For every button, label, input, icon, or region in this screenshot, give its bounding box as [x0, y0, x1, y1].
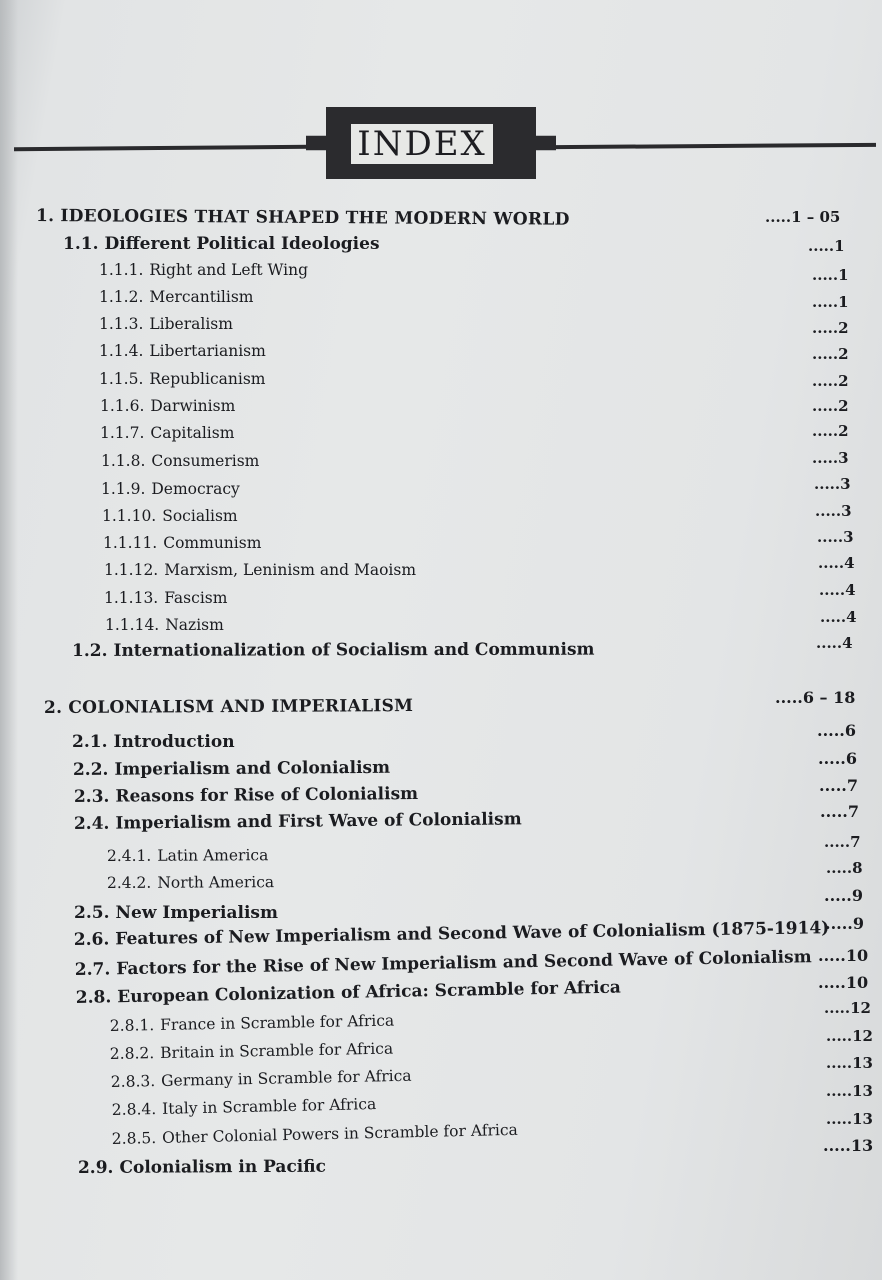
- entry-title: 1.1.12. Marxism, Leninism and Maoism: [104, 561, 417, 579]
- entry-title: 1.1.7. Capitalism: [100, 424, 235, 442]
- entry-title: 1.1. Different Political Ideologies: [63, 234, 380, 254]
- entry-title: 2.8.3. Germany in Scramble for Africa: [110, 1066, 412, 1091]
- entry-title: 1.1.4. Libertarianism: [99, 342, 266, 360]
- entry-page: .....3: [812, 449, 849, 467]
- entry-page: .....3: [817, 528, 854, 546]
- entry-page: .....3: [814, 475, 851, 493]
- entry-title: 2.8.4. Italy in Scramble for Africa: [111, 1095, 377, 1119]
- entry-page: .....4: [819, 581, 856, 599]
- header-rule-left: [14, 145, 310, 152]
- entry-title: 2. COLONIALISM AND IMPERIALISM: [43, 696, 414, 718]
- entry-title: 2.4. Imperialism and First Wave of Colonialism: [73, 809, 522, 834]
- entry-title: 1.1.9. Democracy: [101, 480, 240, 498]
- entry-title: 2.8.1. France in Scramble for Africa: [109, 1011, 395, 1035]
- entry-title: 1.1.2. Mercantilism: [99, 288, 254, 306]
- entry-page: .....9: [824, 886, 863, 905]
- entry-title: 2.4.1. Latin America: [106, 846, 269, 865]
- entry-page: .....13: [823, 1136, 874, 1155]
- entry-page: .....6: [818, 749, 857, 768]
- entry-page: .....8: [826, 859, 863, 877]
- entry-title: 2.2. Imperialism and Colonialism: [72, 757, 391, 780]
- entry-title: 2.8.5. Other Colonial Powers in Scramble for Africa: [111, 1120, 518, 1148]
- index-title: INDEX: [349, 122, 495, 166]
- entry-title: 1.1.1. Right and Left Wing: [99, 261, 309, 279]
- entry-page: .....12: [824, 999, 871, 1017]
- header-rule-right: [556, 143, 876, 149]
- entry-title: 2.8.2. Britain in Scramble for Africa: [109, 1039, 394, 1063]
- entry-page: .....10: [818, 946, 869, 965]
- entry-title: 2.4.2. North America: [106, 873, 275, 892]
- entry-page: .....2: [812, 422, 849, 440]
- entry-page: .....7: [819, 776, 858, 795]
- entry-page: .....13: [826, 1110, 873, 1128]
- entry-page: .....6: [817, 721, 856, 740]
- entry-page: .....1: [812, 266, 849, 284]
- entry-title: 1. IDEOLOGIES THAT SHAPED THE MODERN WORLD: [35, 206, 570, 230]
- entry-title: 2.9. Colonialism in Pacific: [77, 1156, 327, 1178]
- entry-page: .....6 – 18: [775, 688, 856, 707]
- entry-page: .....4: [820, 608, 857, 626]
- entry-title: 2.7. Factors for the Rise of New Imperialism and Second Wave of Colonialism: [74, 947, 812, 980]
- entry-title: 2.5. New Imperialism: [74, 903, 278, 923]
- entry-title: 1.2. Internationalization of Socialism and Communism: [71, 639, 595, 661]
- entry-page: .....13: [826, 1082, 873, 1100]
- entry-page: .....1 – 05: [765, 208, 841, 226]
- entry-title: 2.3. Reasons for Rise of Colonialism: [73, 783, 419, 807]
- entry-title: 2.1. Introduction: [72, 732, 235, 752]
- entry-title: 2.8. European Colonization of Africa: Scramble for Africa: [75, 977, 622, 1008]
- entry-title: 1.1.11. Communism: [103, 534, 262, 552]
- entry-title: 1.1.6. Darwinism: [100, 397, 236, 415]
- entry-page: .....4: [818, 554, 855, 572]
- entry-title: 1.1.13. Fascism: [104, 589, 228, 607]
- entry-page: .....1: [808, 237, 845, 255]
- entry-page: .....2: [812, 345, 849, 363]
- entry-title: 1.1.8. Consumerism: [101, 452, 260, 470]
- entry-page: .....3: [815, 502, 852, 520]
- entry-page: .....4: [816, 634, 853, 652]
- entry-title: 2.6. Features of New Imperialism and Second Wave of Colonialism (1875-1914): [73, 918, 830, 950]
- entry-page: .....1: [812, 293, 849, 311]
- entry-page: .....9: [825, 914, 864, 933]
- entry-title: 1.1.5. Republicanism: [99, 370, 266, 388]
- entry-page: .....7: [820, 802, 859, 821]
- entry-page: .....7: [824, 833, 861, 851]
- entry-title: 1.1.3. Liberalism: [99, 315, 233, 333]
- entry-page: .....12: [826, 1027, 873, 1045]
- entry-title: 1.1.14. Nazism: [105, 616, 224, 634]
- entry-page: .....10: [818, 973, 869, 992]
- entry-page: .....2: [812, 372, 849, 390]
- entry-page: .....2: [812, 319, 849, 337]
- entry-title: 1.1.10. Socialism: [102, 507, 238, 525]
- entry-page: .....13: [826, 1054, 873, 1072]
- entry-page: .....2: [812, 397, 849, 415]
- page-shadow: [0, 0, 18, 1280]
